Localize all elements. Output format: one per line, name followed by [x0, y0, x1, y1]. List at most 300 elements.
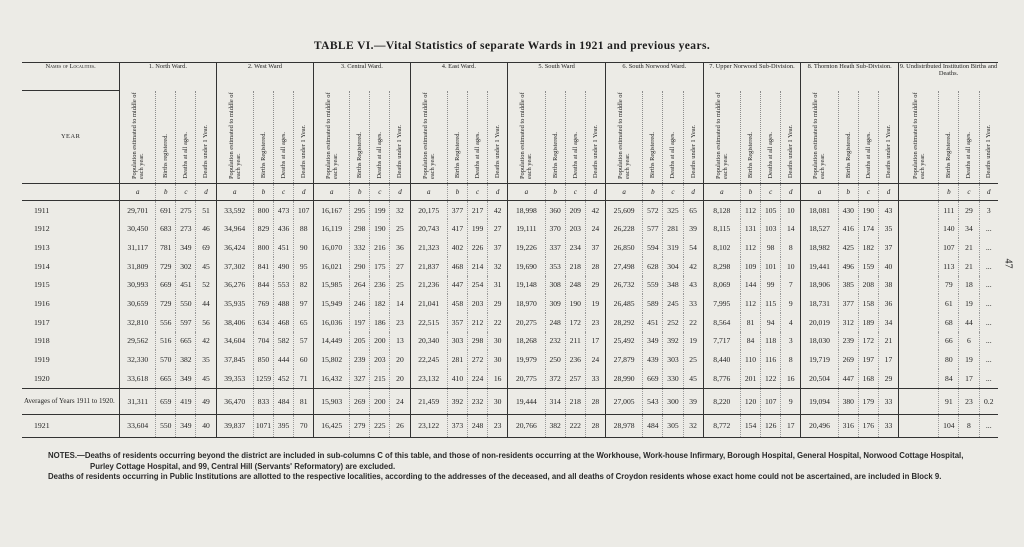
- table-cell: 20,275: [508, 313, 545, 332]
- table-cell: 172: [565, 313, 585, 332]
- table-cell: 14: [390, 294, 410, 313]
- table-cell: 26,485: [605, 294, 642, 313]
- table-cell: 21,837: [410, 257, 447, 276]
- table-cell: 8,069: [703, 276, 740, 295]
- table-cell: 176: [858, 414, 878, 437]
- letters-spacer: [22, 183, 120, 200]
- table-cell: 279: [350, 414, 370, 437]
- table-cell: 33,604: [120, 414, 156, 437]
- table-cell: 550: [176, 294, 196, 313]
- column-header-text: Population estimated to middle of each year.: [617, 91, 632, 179]
- column-header: [663, 91, 683, 184]
- table-cell: 458: [447, 294, 467, 313]
- table-cell: 20,504: [801, 369, 838, 388]
- table-cell: 19: [585, 294, 605, 313]
- table-cell: 107: [294, 200, 314, 219]
- table-cell: 66: [939, 332, 959, 351]
- table-cell: 33,618: [120, 369, 156, 388]
- table-cell: 275: [176, 200, 196, 219]
- column-letter: b: [939, 183, 959, 200]
- table-cell: 30,450: [120, 219, 156, 238]
- table-cell: 19: [959, 350, 979, 369]
- table-cell: 516: [156, 332, 176, 351]
- table-cell: 23,132: [410, 369, 447, 388]
- table-cell: 118: [761, 332, 781, 351]
- table-cell: 110: [741, 350, 761, 369]
- column-letter: c: [370, 183, 390, 200]
- table-cell: 40: [878, 257, 898, 276]
- column-letter: b: [350, 183, 370, 200]
- table-cell: 417: [447, 219, 467, 238]
- table-cell: 60: [294, 350, 314, 369]
- table-cell: 349: [176, 369, 196, 388]
- column-header-text: Deaths at all ages.: [669, 132, 677, 179]
- table-cell: 451: [643, 313, 663, 332]
- table-cell: 101: [761, 257, 781, 276]
- note-1: NOTES.—Deaths of residents occurring beyond the district are included in sub-columns C of this table, and those of non-residents occurring at the Workhouse, Work-house Infirmary, Borough Hospital, General Hospital, Norwood Cottage Hospital, Purley Cottage Hospital, and 99, Central Hill (Servants' Reformatory) are excluded.: [48, 451, 964, 471]
- column-header: [741, 91, 761, 184]
- table-cell: 248: [565, 276, 585, 295]
- ward-header: 8. Thornton Heath Sub-Division.: [801, 63, 899, 91]
- table-cell: 18,982: [801, 238, 838, 257]
- table-cell: 65: [683, 200, 703, 219]
- table-cell: 16,070: [314, 238, 350, 257]
- table-cell: 203: [468, 294, 488, 313]
- table-cell: 113: [939, 257, 959, 276]
- column-header: [447, 91, 467, 184]
- table-cell: 23: [488, 414, 508, 437]
- column-header-text: Deaths under 1 Year.: [884, 125, 892, 179]
- column-header: [858, 91, 878, 184]
- table-cell: 385: [838, 276, 858, 295]
- table-cell: ...: [979, 369, 998, 388]
- table-cell: 16,167: [314, 200, 350, 219]
- table-cell: 298: [468, 332, 488, 351]
- table-cell: 360: [545, 200, 565, 219]
- column-letter: d: [979, 183, 998, 200]
- table-cell: 330: [663, 369, 683, 388]
- table-cell: 248: [545, 313, 565, 332]
- table-cell: 559: [643, 276, 663, 295]
- column-header: [585, 91, 605, 184]
- table-cell: 8,564: [703, 313, 740, 332]
- table-cell: 22: [488, 313, 508, 332]
- table-cell: 32,330: [120, 350, 156, 369]
- table-cell: 269: [838, 350, 858, 369]
- table-cell: 61: [939, 294, 959, 313]
- table-cell: ...: [979, 313, 998, 332]
- table-cell: [899, 200, 939, 219]
- table-cell: 15,949: [314, 294, 350, 313]
- table-cell: 30: [488, 350, 508, 369]
- table-cell: 18,731: [801, 294, 838, 313]
- table-cell: 215: [370, 369, 390, 388]
- table-cell: 16,021: [314, 257, 350, 276]
- column-header: [683, 91, 703, 184]
- table-cell: 380: [838, 388, 858, 414]
- table-cell: 112: [741, 294, 761, 313]
- averages-row: [22, 388, 998, 414]
- table-cell: 312: [838, 313, 858, 332]
- table-cell: 781: [156, 238, 176, 257]
- table-cell: 26,732: [605, 276, 642, 295]
- table-cell: 35,935: [216, 294, 253, 313]
- table-cell: 19: [683, 332, 703, 351]
- table-cell: 20,175: [410, 200, 447, 219]
- table-cell: 43: [683, 276, 703, 295]
- table-cell: 19,111: [508, 219, 545, 238]
- table-cell: 38,406: [216, 313, 253, 332]
- column-header: [390, 91, 410, 184]
- column-letter: [899, 183, 939, 200]
- table-cell: 175: [370, 257, 390, 276]
- table-cell: 18,268: [508, 332, 545, 351]
- table-cell: 84: [939, 369, 959, 388]
- column-header-text: Births Registered.: [453, 132, 461, 179]
- table-cell: 39: [683, 219, 703, 238]
- table-cell: 14,449: [314, 332, 350, 351]
- column-header-text: Births Registered.: [747, 132, 754, 179]
- column-header-text: Deaths at all ages.: [965, 132, 973, 179]
- table-cell: 30: [488, 332, 508, 351]
- column-header: [899, 91, 939, 184]
- table-cell: 42: [683, 257, 703, 276]
- table-row: [22, 276, 998, 295]
- table-row: [22, 238, 998, 257]
- table-cell: 425: [838, 238, 858, 257]
- table-cell: 209: [565, 200, 585, 219]
- table-cell: 16: [488, 369, 508, 388]
- table-cell: [899, 388, 939, 414]
- column-header: [703, 91, 740, 184]
- table-cell: 24: [390, 388, 410, 414]
- table-cell: 254: [468, 276, 488, 295]
- table-cell: 416: [838, 219, 858, 238]
- table-cell: 298: [350, 219, 370, 238]
- table-cell: 6: [959, 332, 979, 351]
- table-cell: 28: [585, 388, 605, 414]
- table-cell: 17: [585, 332, 605, 351]
- column-header-text: Births Registered.: [844, 132, 852, 179]
- table-cell: 19,444: [508, 388, 545, 414]
- column-header: [979, 91, 998, 184]
- table-cell: 304: [663, 257, 683, 276]
- table-cell: 309: [545, 294, 565, 313]
- table-cell: 23: [959, 388, 979, 414]
- table-cell: 28: [585, 257, 605, 276]
- table-cell: 32: [683, 414, 703, 437]
- table-cell: 39,353: [216, 369, 253, 388]
- table-cell: [899, 369, 939, 388]
- table-cell: 302: [176, 257, 196, 276]
- table-cell: 22: [683, 313, 703, 332]
- table-cell: 332: [350, 238, 370, 257]
- table-cell: 112: [741, 238, 761, 257]
- table-cell: 25: [683, 350, 703, 369]
- column-header: [939, 91, 959, 184]
- table-cell: 208: [858, 276, 878, 295]
- table-cell: 7: [781, 276, 801, 295]
- table-cell: 105: [761, 200, 781, 219]
- row-year: 1920: [34, 373, 50, 383]
- table-cell: 68: [939, 313, 959, 332]
- table-cell: 51: [196, 200, 216, 219]
- table-cell: [899, 219, 939, 238]
- table-cell: 451: [176, 276, 196, 295]
- table-cell: 0.2: [979, 388, 998, 414]
- table-cell: 34: [959, 219, 979, 238]
- table-cell: 25: [390, 276, 410, 295]
- table-cell: 203: [565, 219, 585, 238]
- table-cell: 582: [274, 332, 294, 351]
- row-year: 1919: [34, 355, 50, 365]
- table-cell: 140: [939, 219, 959, 238]
- table-cell: 8: [781, 350, 801, 369]
- table-cell: 373: [447, 414, 467, 437]
- column-letter: a: [703, 183, 740, 200]
- table-cell: 211: [565, 332, 585, 351]
- column-letter: d: [781, 183, 801, 200]
- ward-header: 1. North Ward.: [120, 63, 216, 91]
- row-year: Averages of Years 1911 to 1920.: [22, 388, 120, 414]
- table-cell: 1259: [253, 369, 273, 388]
- table-cell: 32: [488, 257, 508, 276]
- table-cell: 305: [663, 414, 683, 437]
- table-cell: 395: [274, 414, 294, 437]
- table-cell: 252: [663, 313, 683, 332]
- table-cell: 34: [878, 313, 898, 332]
- column-header: [605, 91, 642, 184]
- table-cell: 212: [468, 313, 488, 332]
- column-header: [545, 91, 565, 184]
- column-header-text: Deaths at all ages.: [864, 132, 872, 179]
- table-cell: 107: [939, 238, 959, 257]
- column-letter: c: [858, 183, 878, 200]
- table-cell: 691: [156, 200, 176, 219]
- table-cell: 18,998: [508, 200, 545, 219]
- column-letter: b: [156, 183, 176, 200]
- table-cell: 488: [274, 294, 294, 313]
- table-title: TABLE VI.—Vital Statistics of separate Wards in 1921 and previous years.: [313, 40, 711, 52]
- table-cell: 239: [838, 332, 858, 351]
- table-cell: 7,995: [703, 294, 740, 313]
- table-cell: 7,717: [703, 332, 740, 351]
- table-cell: 704: [253, 332, 273, 351]
- column-letter: b: [253, 183, 273, 200]
- table-cell: 16,432: [314, 369, 350, 388]
- column-header-text: Population estimated to middle of each year.: [812, 91, 827, 179]
- ward-header: 3. Central Ward.: [314, 63, 410, 91]
- table-cell: 33,592: [216, 200, 253, 219]
- column-header-text: Deaths under 1 Year.: [202, 125, 210, 179]
- table-cell: 25,492: [605, 332, 642, 351]
- table-cell: 490: [274, 257, 294, 276]
- table-cell: 199: [468, 219, 488, 238]
- table-cell: 21: [959, 257, 979, 276]
- column-header-text: Births registered.: [162, 134, 170, 179]
- column-header: [565, 91, 585, 184]
- table-cell: 38: [878, 276, 898, 295]
- table-cell: 39: [683, 388, 703, 414]
- table-cell: 20,496: [801, 414, 838, 437]
- table-cell: 144: [741, 276, 761, 295]
- table-cell: 769: [253, 294, 273, 313]
- column-header-text: Deaths at all ages.: [571, 132, 579, 179]
- table-cell: 37,302: [216, 257, 253, 276]
- note-2: Deaths of residents occurring in Public Institutions are allotted to the respective localities, according to the addresses of the deceased, and all deaths of Croydon residents whose exact home could not be ascertained, are included in Block 9.: [48, 472, 942, 481]
- table-row: [22, 369, 998, 388]
- table-cell: 95: [294, 257, 314, 276]
- table-cell: 327: [350, 369, 370, 388]
- table-cell: 107: [761, 388, 781, 414]
- column-header-text: Deaths at all ages.: [474, 132, 481, 179]
- table-cell: 496: [838, 257, 858, 276]
- table-cell: 4: [781, 313, 801, 332]
- table-cell: 17: [781, 414, 801, 437]
- table-cell: 729: [156, 257, 176, 276]
- table-cell: 800: [253, 238, 273, 257]
- table-cell: 21,041: [410, 294, 447, 313]
- column-letter: c: [663, 183, 683, 200]
- table-cell: 8,772: [703, 414, 740, 437]
- table-cell: ...: [979, 276, 998, 295]
- table-cell: 218: [565, 388, 585, 414]
- table-cell: 264: [350, 276, 370, 295]
- table-cell: 669: [156, 276, 176, 295]
- row-year: 1912: [34, 224, 50, 234]
- table-cell: 325: [663, 200, 683, 219]
- table-cell: 484: [274, 388, 294, 414]
- table-cell: 281: [447, 350, 467, 369]
- table-cell: 44: [196, 294, 216, 313]
- table-cell: 126: [761, 414, 781, 437]
- table-cell: 444: [274, 350, 294, 369]
- table-cell: 45: [196, 257, 216, 276]
- table-cell: [899, 238, 939, 257]
- table-cell: 36,276: [216, 276, 253, 295]
- table-cell: 35: [878, 219, 898, 238]
- table-cell: 116: [761, 350, 781, 369]
- table-cell: ...: [979, 238, 998, 257]
- table-cell: 232: [545, 332, 565, 351]
- table-cell: 80: [939, 350, 959, 369]
- table-cell: 628: [643, 257, 663, 276]
- table-cell: 29: [585, 276, 605, 295]
- table-cell: 19,719: [801, 350, 838, 369]
- table-cell: 314: [545, 388, 565, 414]
- table-cell: 382: [176, 350, 196, 369]
- table-cell: 729: [156, 294, 176, 313]
- column-header-text: Deaths under 1 Year.: [591, 125, 599, 179]
- table-cell: 300: [663, 388, 683, 414]
- table-cell: 21: [959, 238, 979, 257]
- table-row: [22, 257, 998, 276]
- table-cell: ...: [979, 414, 998, 437]
- column-header: [643, 91, 663, 184]
- table-cell: 79: [939, 276, 959, 295]
- table-cell: 226: [468, 238, 488, 257]
- table-cell: [899, 332, 939, 351]
- table-cell: 82: [294, 276, 314, 295]
- column-header-text: Births Registered.: [259, 132, 267, 179]
- column-header: [350, 91, 370, 184]
- table-cell: 154: [741, 414, 761, 437]
- table-cell: 98: [761, 238, 781, 257]
- table-cell: 27,005: [605, 388, 642, 414]
- table-cell: 18: [959, 276, 979, 295]
- table-cell: 349: [176, 414, 196, 437]
- table-cell: 1071: [253, 414, 273, 437]
- table-cell: 26,850: [605, 238, 642, 257]
- table-cell: 21,459: [410, 388, 447, 414]
- table-cell: 52: [196, 276, 216, 295]
- table-cell: 439: [643, 350, 663, 369]
- column-header-text: Births Registered.: [356, 132, 364, 179]
- table-cell: 81: [294, 388, 314, 414]
- column-header: [410, 91, 447, 184]
- table-cell: 269: [350, 388, 370, 414]
- table-cell: 236: [565, 350, 585, 369]
- table-cell: 18,970: [508, 294, 545, 313]
- table-cell: 245: [663, 294, 683, 313]
- localities-header: Names of Localities.: [22, 63, 120, 91]
- table-cell: 8,128: [703, 200, 740, 219]
- table-cell: 273: [176, 219, 196, 238]
- table-cell: 29: [878, 369, 898, 388]
- table-cell: 36: [878, 294, 898, 313]
- table-cell: 28: [585, 414, 605, 437]
- ward-header: 4. East Ward.: [410, 63, 508, 91]
- table-cell: 19,094: [801, 388, 838, 414]
- column-letter: c: [468, 183, 488, 200]
- table-cell: 205: [350, 332, 370, 351]
- column-header: [253, 91, 273, 184]
- table-cell: 392: [447, 388, 467, 414]
- table-row: [22, 219, 998, 238]
- table-row-1921: [22, 414, 998, 437]
- table-cell: 33: [585, 369, 605, 388]
- column-header: [838, 91, 858, 184]
- table-cell: [899, 294, 939, 313]
- table-cell: [899, 257, 939, 276]
- column-letter: d: [196, 183, 216, 200]
- table-cell: 3: [781, 332, 801, 351]
- column-header-text: Deaths at all ages.: [376, 132, 384, 179]
- table-cell: 30,993: [120, 276, 156, 295]
- table-cell: 97: [294, 294, 314, 313]
- table-cell: 9: [781, 294, 801, 313]
- table-cell: 829: [253, 219, 273, 238]
- table-cell: 550: [156, 414, 176, 437]
- table-cell: 29,701: [120, 200, 156, 219]
- table-cell: 29,562: [120, 332, 156, 351]
- table-cell: 234: [565, 238, 585, 257]
- table-notes: [48, 451, 988, 483]
- table-cell: 8,776: [703, 369, 740, 388]
- table-cell: 16,425: [314, 414, 350, 437]
- table-cell: 179: [858, 388, 878, 414]
- row-year: 1913: [34, 243, 50, 253]
- table-cell: 372: [545, 369, 565, 388]
- table-cell: 57: [294, 332, 314, 351]
- table-cell: 572: [643, 200, 663, 219]
- table-cell: 23: [585, 313, 605, 332]
- table-cell: 20,766: [508, 414, 545, 437]
- table-cell: 42: [196, 332, 216, 351]
- table-cell: 800: [253, 200, 273, 219]
- table-cell: 168: [858, 369, 878, 388]
- table-cell: 27: [390, 257, 410, 276]
